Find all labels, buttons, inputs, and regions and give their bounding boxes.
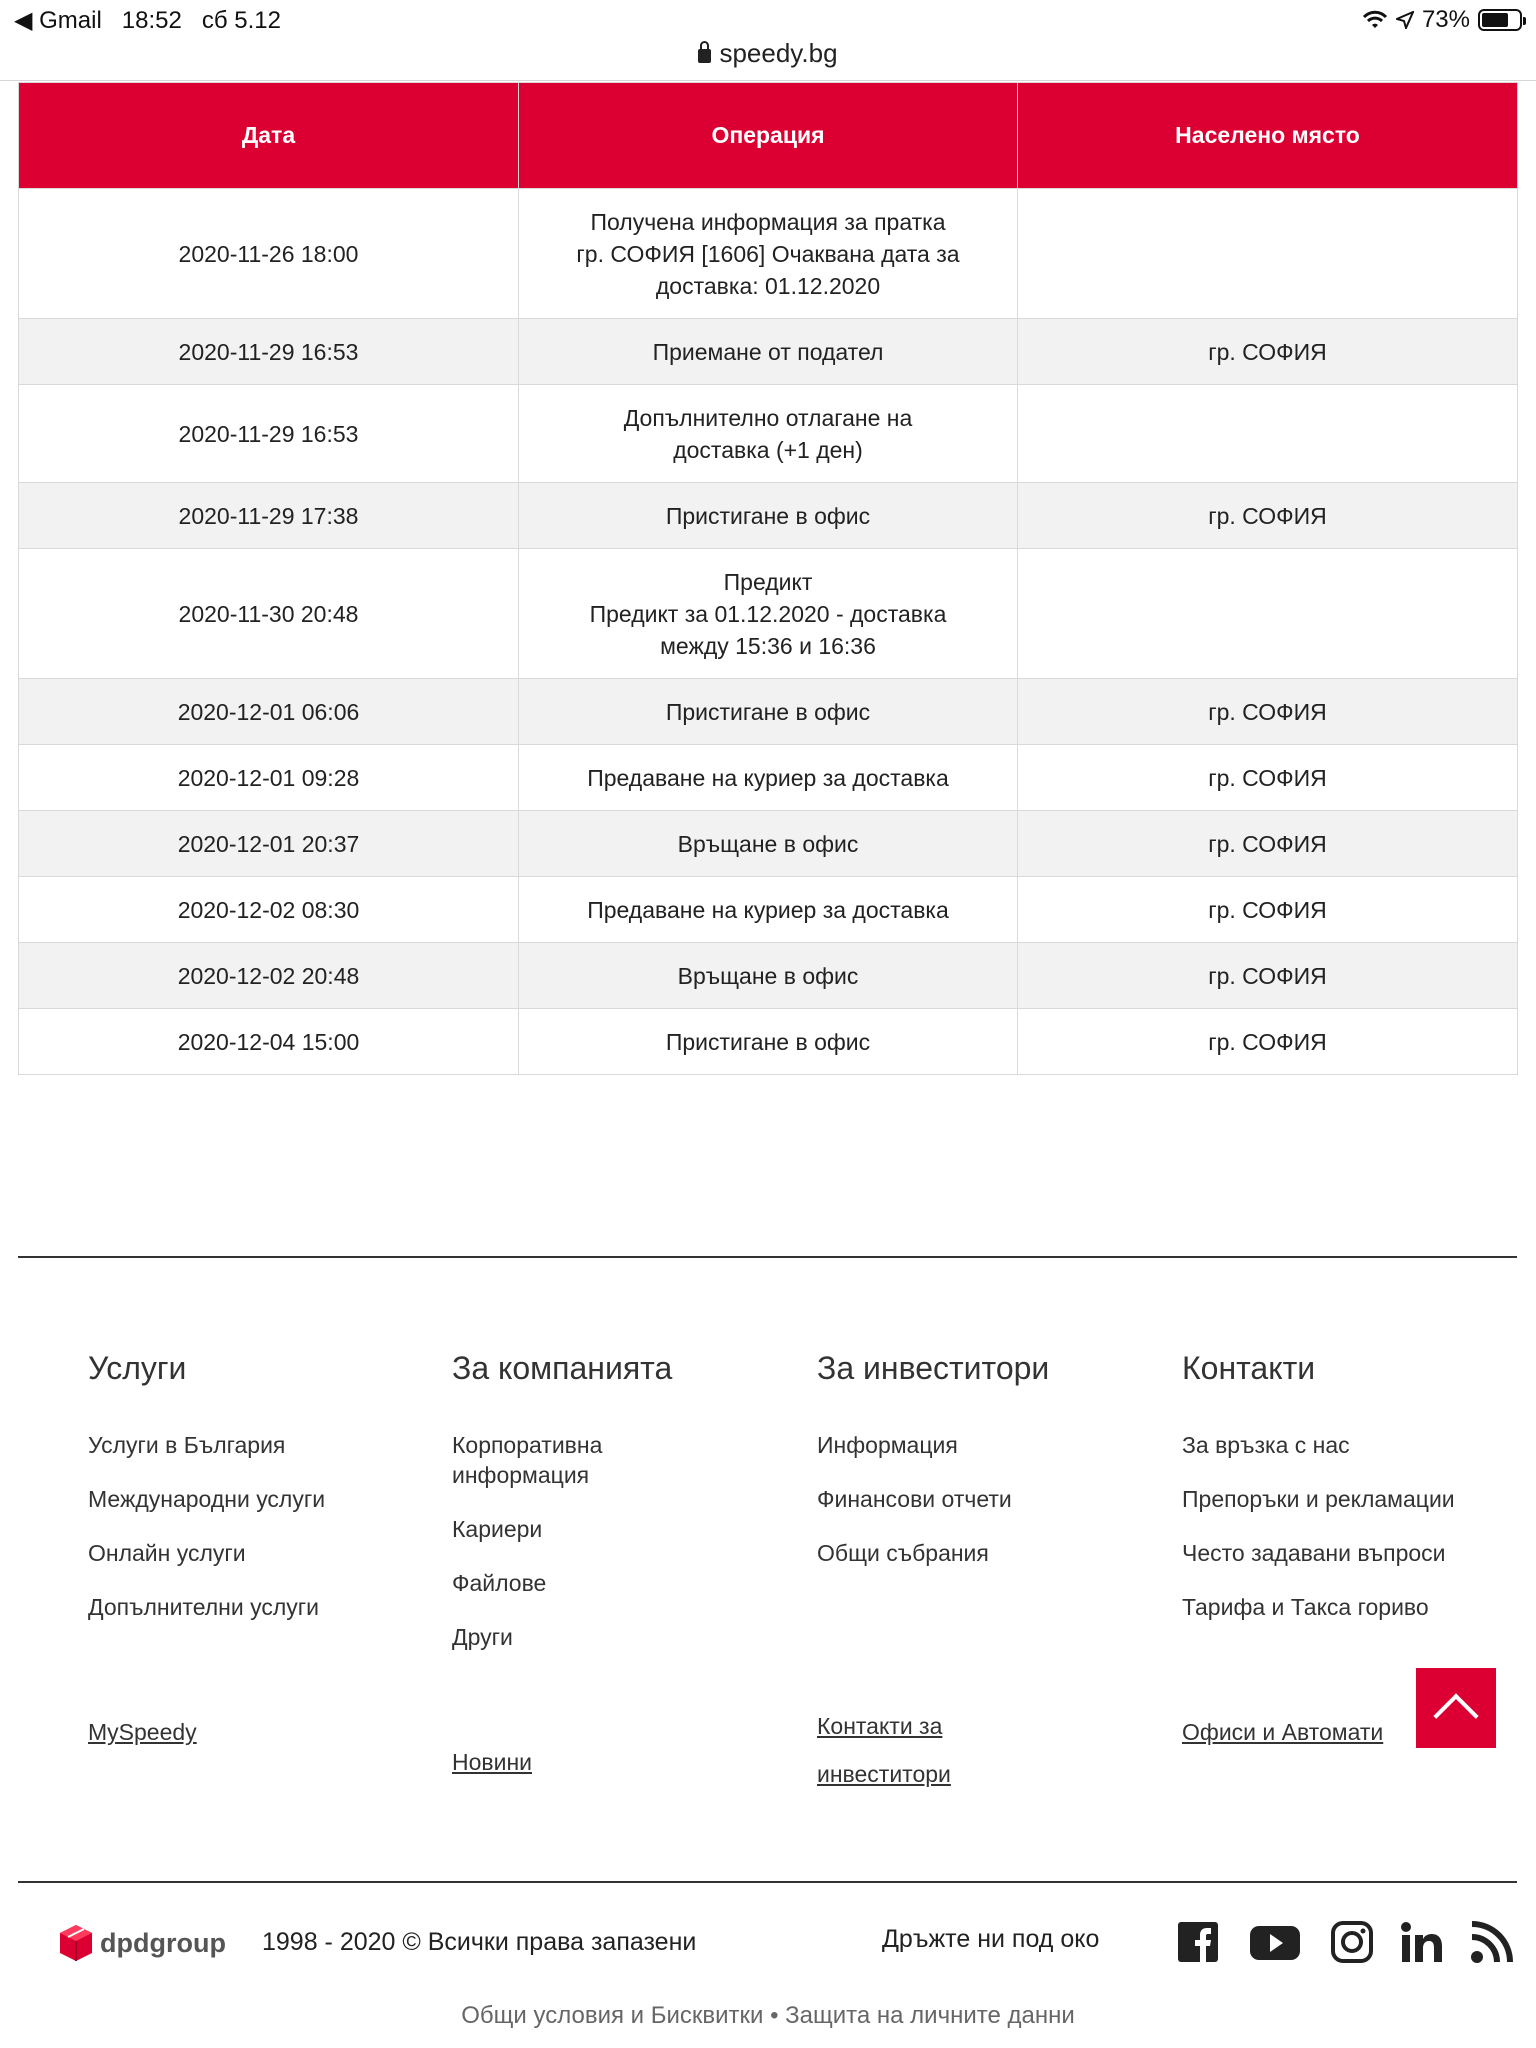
table-row xyxy=(19,943,1518,1009)
operation-line: Предаване на куриер за доставка xyxy=(587,764,949,791)
url-text: speedy.bg xyxy=(719,38,838,68)
footer-divider-bottom xyxy=(18,1881,1517,1883)
table-row xyxy=(19,1009,1518,1075)
cell-operation xyxy=(519,877,1018,943)
youtube-icon[interactable] xyxy=(1246,1920,1304,1964)
cell-date: 2020-11-30 20:48 xyxy=(19,549,519,679)
table-header-row xyxy=(19,83,1518,189)
cell-operation xyxy=(519,189,1018,319)
link-general-meetings[interactable]: Общи събрания xyxy=(817,1540,989,1566)
follow-us-text: Дръжте ни под око xyxy=(882,1925,1100,1953)
wifi-icon xyxy=(1362,10,1388,30)
instagram-icon[interactable] xyxy=(1330,1920,1374,1964)
header-date: Дата xyxy=(19,83,519,189)
footer-col-services xyxy=(88,1350,428,1622)
cell-operation xyxy=(519,483,1018,549)
cell-date: 2020-11-29 16:53 xyxy=(19,319,519,385)
operation-line: Предикт за 01.12.2020 - доставка xyxy=(589,600,947,627)
operation-line: между 15:36 и 16:36 xyxy=(660,632,876,659)
date: сб 5.12 xyxy=(201,6,281,34)
link-complaints[interactable]: Препоръки и рекламации xyxy=(1182,1486,1455,1512)
chevron-up-icon xyxy=(1433,1693,1478,1738)
table-row xyxy=(19,811,1518,877)
clock: 18:52 xyxy=(121,6,182,34)
cell-date: 2020-11-29 16:53 xyxy=(19,385,519,483)
link-international-services[interactable]: Международни услуги xyxy=(88,1486,326,1512)
cell-date: 2020-12-04 15:00 xyxy=(19,1009,519,1075)
copyright-text: 1998 - 2020 © Всички права запазени xyxy=(262,1928,697,1956)
lock-icon xyxy=(698,49,711,63)
address-bar[interactable] xyxy=(0,38,1536,82)
facebook-icon[interactable] xyxy=(1176,1920,1220,1964)
cell-place: гр. СОФИЯ xyxy=(1018,679,1518,745)
rss-icon[interactable] xyxy=(1470,1920,1514,1964)
table-row xyxy=(19,549,1518,679)
cell-date: 2020-12-02 08:30 xyxy=(19,877,519,943)
operation-line: Пристигане в офис xyxy=(665,1028,871,1055)
footer-heading-investors: За инвеститори xyxy=(817,1350,1050,1386)
link-offices-lockers[interactable]: Офиси и Автомати xyxy=(1182,1719,1384,1745)
link-tariff-fuel[interactable]: Тарифа и Такса гориво xyxy=(1182,1594,1429,1620)
legal-links[interactable]: Общи условия и Бисквитки • Защита на личните данни xyxy=(461,2002,1075,2029)
header-place: Населено място xyxy=(1018,83,1518,189)
social-links xyxy=(1176,1920,1514,1964)
footer-heading-company: За компанията xyxy=(452,1350,673,1386)
footer-heading-services: Услуги xyxy=(88,1350,187,1386)
tracking-table xyxy=(18,82,1518,1075)
operation-line: Предикт xyxy=(723,568,813,595)
cell-operation xyxy=(519,943,1018,1009)
footer-bottom-bar xyxy=(0,1910,1536,1980)
link-other[interactable]: Други xyxy=(452,1624,513,1650)
link-services-bulgaria[interactable]: Услуги в България xyxy=(88,1432,286,1458)
cell-operation xyxy=(519,319,1018,385)
footer-col-company xyxy=(452,1350,792,1652)
operation-line: Пристигане в офис xyxy=(665,502,871,529)
table-row xyxy=(19,877,1518,943)
table-row xyxy=(19,679,1518,745)
operation-line: доставка: 01.12.2020 xyxy=(655,272,881,299)
operation-line: гр. СОФИЯ [1606] Очаквана дата за xyxy=(576,240,960,267)
cell-operation xyxy=(519,679,1018,745)
operation-line: Пристигане в офис xyxy=(665,698,871,725)
footer-col-contacts xyxy=(1182,1350,1522,1622)
footer-heading-contacts: Контакти xyxy=(1182,1350,1316,1386)
link-online-services[interactable]: Онлайн услуги xyxy=(88,1540,246,1566)
cell-place: гр. СОФИЯ xyxy=(1018,877,1518,943)
cell-operation xyxy=(519,745,1018,811)
dpd-logo-text: dpdgroup xyxy=(100,1927,226,1958)
cell-date: 2020-11-26 18:00 xyxy=(19,189,519,319)
operation-line: Предаване на куриер за доставка xyxy=(587,896,949,923)
link-myspeedy[interactable]: MySpeedy xyxy=(88,1719,197,1745)
link-corporate-info[interactable]: Корпоративна информация xyxy=(452,1432,603,1488)
dpd-cube-icon xyxy=(58,1923,94,1963)
footer-divider-top xyxy=(18,1256,1517,1258)
link-news[interactable]: Новини xyxy=(452,1749,533,1775)
cell-operation xyxy=(519,549,1018,679)
footer-col-investors xyxy=(817,1350,1157,1568)
dpd-group-logo[interactable] xyxy=(58,1923,226,1963)
cell-operation xyxy=(519,385,1018,483)
battery-percent: 73% xyxy=(1421,6,1470,33)
cell-operation xyxy=(519,1009,1018,1075)
linkedin-icon[interactable] xyxy=(1400,1920,1444,1964)
cell-place: гр. СОФИЯ xyxy=(1018,943,1518,1009)
cell-place: гр. СОФИЯ xyxy=(1018,1009,1518,1075)
table-row xyxy=(19,745,1518,811)
table-row xyxy=(19,319,1518,385)
cell-date: 2020-12-01 06:06 xyxy=(19,679,519,745)
link-investor-contacts[interactable]: Контакти за инвеститори xyxy=(817,1713,951,1787)
link-contact-us[interactable]: За връзка с нас xyxy=(1182,1432,1350,1458)
table-row xyxy=(19,189,1518,319)
cell-place: гр. СОФИЯ xyxy=(1018,745,1518,811)
cell-place xyxy=(1018,385,1518,483)
divider xyxy=(0,80,1536,81)
operation-line: Връщане в офис xyxy=(677,830,859,857)
cell-place xyxy=(1018,549,1518,679)
operation-line: Връщане в офис xyxy=(677,962,859,989)
battery-icon xyxy=(1478,9,1522,31)
cell-place: гр. СОФИЯ xyxy=(1018,483,1518,549)
header-operation: Операция xyxy=(519,83,1018,189)
ios-status-bar xyxy=(0,0,1536,40)
cell-place: гр. СОФИЯ xyxy=(1018,811,1518,877)
scroll-to-top-button[interactable] xyxy=(1416,1668,1496,1748)
cell-place: гр. СОФИЯ xyxy=(1018,319,1518,385)
table-row xyxy=(19,483,1518,549)
location-arrow-icon xyxy=(1396,11,1414,29)
operation-line: Получена информация за пратка xyxy=(590,208,946,235)
operation-line: Допълнително отлагане на xyxy=(623,404,913,431)
cell-date: 2020-12-02 20:48 xyxy=(19,943,519,1009)
link-additional-services[interactable]: Допълнителни услуги xyxy=(88,1594,319,1620)
cell-date: 2020-11-29 17:38 xyxy=(19,483,519,549)
link-financial-reports[interactable]: Финансови отчети xyxy=(817,1486,1012,1512)
table-row xyxy=(19,385,1518,483)
link-faq[interactable]: Често задавани въпроси xyxy=(1182,1540,1446,1566)
link-careers[interactable]: Кариери xyxy=(452,1516,543,1542)
link-files[interactable]: Файлове xyxy=(452,1570,547,1596)
cell-place xyxy=(1018,189,1518,319)
operation-line: Приемане от подател xyxy=(652,338,884,365)
link-information[interactable]: Информация xyxy=(817,1432,958,1458)
back-to-gmail-link[interactable]: ◀ Gmail xyxy=(14,7,102,34)
cell-date: 2020-12-01 20:37 xyxy=(19,811,519,877)
cell-date: 2020-12-01 09:28 xyxy=(19,745,519,811)
operation-line: доставка (+1 ден) xyxy=(673,436,863,463)
cell-operation xyxy=(519,811,1018,877)
